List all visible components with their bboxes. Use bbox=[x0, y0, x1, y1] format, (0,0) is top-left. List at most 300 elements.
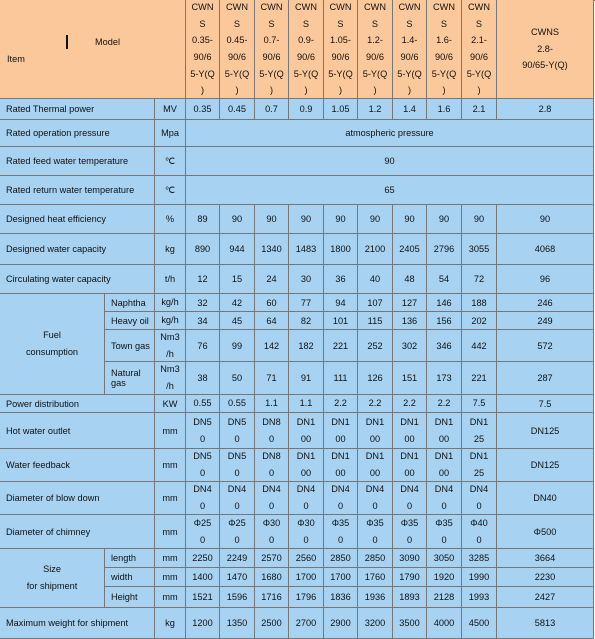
cell-line: DN1 bbox=[469, 451, 489, 462]
cell-line: DN4 bbox=[434, 484, 454, 495]
unit-label: mm bbox=[162, 425, 178, 436]
value: 90 bbox=[473, 214, 485, 224]
value: 3050 bbox=[433, 553, 455, 563]
value-cell-last bbox=[497, 449, 594, 482]
row-item-label: Designed water capacity bbox=[6, 244, 107, 254]
row-item bbox=[0, 234, 155, 265]
value-cell bbox=[289, 449, 324, 482]
row-item-label: Power distribution bbox=[6, 398, 80, 409]
value-cell bbox=[462, 265, 497, 294]
value-cell-last bbox=[497, 482, 594, 515]
value-cell bbox=[289, 294, 324, 312]
row-item-label: Rated feed water temperature bbox=[6, 156, 129, 166]
value-cell bbox=[358, 312, 393, 330]
value: 1483 bbox=[295, 244, 317, 254]
fuel-type bbox=[105, 362, 155, 395]
cell-line: Nm3 bbox=[160, 331, 180, 342]
value: 4068 bbox=[534, 244, 556, 254]
value-cell bbox=[289, 413, 324, 449]
dimension-label: Height bbox=[111, 592, 138, 602]
value: Φ500 bbox=[533, 526, 557, 537]
value-cell bbox=[186, 265, 220, 294]
value-cell bbox=[427, 449, 462, 482]
span-value: 90 bbox=[384, 156, 395, 166]
cell-line: 90/6 bbox=[262, 52, 281, 62]
value: 3664 bbox=[534, 553, 556, 563]
value-cell-last bbox=[497, 549, 594, 568]
cell-line: 0 bbox=[268, 433, 275, 444]
value: 3055 bbox=[468, 244, 490, 254]
value-cell bbox=[324, 99, 358, 120]
value-cell bbox=[462, 449, 497, 482]
size-dimension bbox=[105, 549, 155, 568]
value-cell bbox=[462, 568, 497, 587]
value-cell-last bbox=[497, 362, 594, 395]
cell-line: DN4 bbox=[227, 484, 247, 495]
value: 252 bbox=[367, 340, 383, 351]
value-cell bbox=[324, 265, 358, 294]
row-unit bbox=[155, 265, 186, 294]
row-item-label: Designed heat efficiency bbox=[6, 214, 106, 224]
cell-line: 90/6 bbox=[297, 52, 315, 62]
cell-line: /h bbox=[166, 381, 174, 391]
cell-line: 5-Y(Q bbox=[362, 68, 388, 79]
value: 346 bbox=[436, 340, 452, 351]
cell-line: Φ25 bbox=[193, 517, 212, 528]
value: 90 bbox=[404, 214, 415, 224]
cell-line: 5-Y(Q bbox=[293, 68, 319, 79]
value: 99 bbox=[231, 340, 243, 351]
cell-line: 0 bbox=[406, 501, 413, 511]
cell-line: DN4 bbox=[469, 484, 489, 495]
value-cell-last bbox=[497, 413, 594, 449]
value-cell bbox=[255, 395, 289, 413]
value: 82 bbox=[300, 315, 312, 326]
value: 115 bbox=[367, 315, 383, 326]
value-cell bbox=[393, 99, 427, 120]
value: 1.05 bbox=[331, 104, 350, 114]
value-cell bbox=[462, 587, 497, 608]
value-cell bbox=[186, 482, 220, 515]
value: 3200 bbox=[364, 618, 386, 628]
cell-line: S bbox=[268, 18, 275, 29]
value: 146 bbox=[436, 297, 452, 308]
value-cell bbox=[255, 234, 289, 265]
value-cell bbox=[220, 413, 255, 449]
cell-line: 5-Y(Q bbox=[328, 68, 353, 79]
cell-line: ) bbox=[200, 85, 205, 96]
unit-label: ℃ bbox=[164, 184, 176, 195]
value-cell bbox=[427, 205, 462, 234]
value: 1836 bbox=[330, 592, 351, 602]
row-unit bbox=[155, 413, 186, 449]
unit-label: mm bbox=[162, 460, 178, 470]
cell-line: DN1 bbox=[400, 451, 419, 462]
cell-line: 90/65-Y(Q) bbox=[522, 60, 568, 71]
cell-line: 0 bbox=[476, 501, 482, 511]
fuel-unit bbox=[155, 294, 186, 312]
value: 111 bbox=[333, 373, 348, 383]
value-cell bbox=[427, 99, 462, 120]
value: 60 bbox=[266, 297, 277, 308]
value: 249 bbox=[537, 315, 553, 326]
row-span-value bbox=[186, 176, 594, 205]
cell-line: ) bbox=[304, 85, 308, 96]
model-header-last bbox=[497, 0, 594, 99]
value-cell bbox=[427, 608, 462, 639]
cell-line: DN1 bbox=[331, 451, 350, 462]
value-cell bbox=[324, 587, 358, 608]
value-cell bbox=[358, 413, 393, 449]
value: 1.6 bbox=[437, 104, 451, 114]
value-cell-last bbox=[497, 294, 594, 312]
cell-line: consumption bbox=[25, 347, 79, 357]
value-cell bbox=[186, 234, 220, 265]
value: 2900 bbox=[330, 618, 351, 628]
value-cell bbox=[462, 312, 497, 330]
value: 1340 bbox=[261, 244, 282, 254]
value-cell bbox=[393, 449, 427, 482]
value: 2.8 bbox=[538, 104, 552, 114]
value-cell bbox=[358, 265, 393, 294]
value-cell bbox=[289, 482, 324, 515]
cell-line: CWN bbox=[191, 2, 214, 13]
row-unit bbox=[155, 176, 186, 205]
value-cell bbox=[427, 234, 462, 265]
cell-line: DN1 bbox=[296, 451, 316, 462]
span-value: atmospheric pressure bbox=[345, 128, 434, 138]
value: 1700 bbox=[295, 572, 317, 582]
value: 90 bbox=[539, 214, 551, 224]
row-item-label: Diameter of chimney bbox=[6, 526, 91, 537]
value: 45 bbox=[231, 315, 243, 326]
value-cell bbox=[393, 515, 427, 549]
cell-line: 90/6 bbox=[193, 52, 212, 62]
value: 442 bbox=[471, 340, 487, 351]
value: 64 bbox=[266, 315, 277, 326]
value: 36 bbox=[335, 274, 346, 284]
cell-line: ) bbox=[373, 85, 377, 96]
value-cell bbox=[324, 205, 358, 234]
cell-line: 90/6 bbox=[366, 52, 384, 62]
value: 287 bbox=[537, 373, 553, 383]
value-cell bbox=[358, 568, 393, 587]
fuel-type bbox=[105, 294, 155, 312]
cell-line: kg/h bbox=[161, 297, 179, 308]
cell-line: Φ35 bbox=[331, 517, 350, 528]
value-cell bbox=[220, 99, 255, 120]
value: 1400 bbox=[192, 572, 213, 582]
cell-line: DN1 bbox=[365, 451, 385, 462]
cell-line: 0 bbox=[234, 501, 240, 511]
value-cell bbox=[324, 608, 358, 639]
value-cell bbox=[427, 395, 462, 413]
cell-line: 0 bbox=[441, 501, 447, 511]
value: 76 bbox=[197, 340, 208, 351]
row-item-label: Maximum weight for shipment bbox=[6, 618, 129, 628]
value: 40 bbox=[369, 274, 381, 284]
cell-line: Φ25 bbox=[228, 517, 246, 528]
header-item-model-cell bbox=[0, 0, 186, 99]
cell-line: 0.9- bbox=[298, 35, 314, 46]
cell-line: CWN bbox=[329, 2, 352, 13]
value: 1350 bbox=[226, 618, 248, 628]
value-cell bbox=[186, 549, 220, 568]
cell-line: 90/6 bbox=[228, 52, 246, 62]
value: 221 bbox=[471, 373, 487, 383]
row-span-value bbox=[186, 120, 594, 147]
value: DN125 bbox=[530, 460, 560, 470]
value: DN40 bbox=[533, 493, 557, 503]
value: 182 bbox=[298, 340, 314, 351]
value-cell bbox=[393, 234, 427, 265]
cell-line: CWN bbox=[433, 2, 455, 13]
size-dimension bbox=[105, 568, 155, 587]
value: 1936 bbox=[364, 592, 386, 602]
cell-line: S bbox=[302, 18, 310, 29]
value: 1596 bbox=[226, 592, 248, 602]
value-cell bbox=[255, 482, 289, 515]
value: 4000 bbox=[433, 618, 455, 628]
cell-line: 0.35- bbox=[192, 35, 213, 46]
value: 5813 bbox=[534, 618, 556, 628]
value-cell bbox=[427, 568, 462, 587]
value-cell bbox=[324, 568, 358, 587]
value: 246 bbox=[537, 297, 553, 308]
cell-line: DN4 bbox=[296, 484, 316, 495]
value-cell bbox=[462, 413, 497, 449]
unit-label: mm bbox=[162, 572, 178, 582]
cell-line: 0 bbox=[303, 534, 309, 545]
value-cell bbox=[393, 312, 427, 330]
cell-line: DN1 bbox=[434, 416, 454, 427]
cell-line: S bbox=[475, 18, 483, 29]
value-cell-last bbox=[497, 515, 594, 549]
value-cell bbox=[186, 362, 220, 395]
value-cell bbox=[186, 312, 220, 330]
value-cell bbox=[462, 362, 497, 395]
value-cell bbox=[220, 608, 255, 639]
value-cell bbox=[393, 413, 427, 449]
row-item bbox=[0, 99, 155, 120]
value: 24 bbox=[266, 274, 277, 284]
value-cell bbox=[324, 362, 358, 395]
row-unit bbox=[155, 147, 186, 176]
value-cell bbox=[255, 330, 289, 362]
unit-label: mm bbox=[162, 493, 178, 503]
value-cell bbox=[393, 265, 427, 294]
cell-line: CWN bbox=[260, 2, 283, 13]
value: 1790 bbox=[399, 572, 420, 582]
cell-line: 5-Y(Q bbox=[397, 68, 422, 79]
value-cell bbox=[255, 549, 289, 568]
value-cell bbox=[393, 608, 427, 639]
value-cell bbox=[358, 99, 393, 120]
value: 1200 bbox=[192, 618, 213, 628]
cell-line: ) bbox=[442, 85, 446, 96]
size-unit bbox=[155, 549, 186, 568]
cell-line: 00 bbox=[300, 433, 312, 444]
cell-line: 0 bbox=[268, 534, 275, 545]
span-value: 65 bbox=[384, 185, 395, 195]
value-cell bbox=[462, 205, 497, 234]
row-item bbox=[0, 176, 155, 205]
value: 2.1 bbox=[472, 104, 486, 114]
value-cell bbox=[255, 205, 289, 234]
cell-line: 00 bbox=[335, 433, 346, 444]
value-cell bbox=[358, 362, 393, 395]
value-cell-last bbox=[497, 312, 594, 330]
value: 38 bbox=[197, 373, 208, 383]
value-cell bbox=[324, 312, 358, 330]
value-cell bbox=[289, 312, 324, 330]
cell-line: DN5 bbox=[227, 416, 247, 427]
row-unit bbox=[155, 482, 186, 515]
cell-line: 0 bbox=[303, 501, 309, 511]
value: 2128 bbox=[433, 592, 455, 602]
cell-line: 1.4- bbox=[401, 35, 418, 46]
cell-line: CWN bbox=[468, 2, 490, 13]
value-cell bbox=[289, 587, 324, 608]
value-cell bbox=[220, 265, 255, 294]
cell-line: 1.1 bbox=[299, 398, 313, 409]
value: 90 bbox=[369, 214, 381, 224]
unit-label: mm bbox=[162, 553, 178, 563]
value: 2250 bbox=[192, 553, 213, 563]
cell-line: 5-Y(Q bbox=[466, 68, 492, 79]
value-cell bbox=[255, 362, 289, 395]
cell-line: 00 bbox=[438, 468, 450, 478]
cell-line: for shipment bbox=[26, 581, 78, 591]
cell-line: Φ35 bbox=[400, 517, 419, 528]
row-item bbox=[0, 449, 155, 482]
size-for-shipment-label bbox=[0, 549, 105, 608]
value: 12 bbox=[197, 274, 208, 284]
cell-line: DN4 bbox=[193, 484, 212, 495]
value-cell bbox=[427, 549, 462, 568]
value: 302 bbox=[401, 340, 418, 351]
value-cell bbox=[186, 568, 220, 587]
cell-line: 0 bbox=[199, 501, 206, 511]
cell-line: 0 bbox=[234, 468, 240, 478]
cell-line: DN4 bbox=[331, 484, 350, 495]
unit-label: kg bbox=[165, 618, 175, 628]
value-cell bbox=[358, 608, 393, 639]
value: 89 bbox=[197, 214, 208, 224]
cell-line: DN5 bbox=[193, 416, 212, 427]
cell-line: 90/6 bbox=[331, 52, 350, 62]
cell-line: CWN bbox=[364, 2, 386, 13]
value: DN125 bbox=[530, 425, 560, 436]
value-cell bbox=[427, 515, 462, 549]
fuel-unit bbox=[155, 312, 186, 330]
row-item bbox=[0, 482, 155, 515]
unit-label: Mpa bbox=[161, 128, 179, 138]
value: 151 bbox=[401, 373, 418, 383]
value-cell bbox=[358, 234, 393, 265]
unit-label: ℃ bbox=[164, 155, 176, 166]
value-cell bbox=[462, 515, 497, 549]
value: 50 bbox=[231, 373, 243, 383]
cell-line: ) bbox=[269, 85, 274, 96]
value-cell bbox=[255, 294, 289, 312]
value: 127 bbox=[401, 297, 418, 308]
value: 126 bbox=[367, 373, 383, 383]
value: 90 bbox=[335, 214, 346, 224]
value: 2230 bbox=[534, 572, 556, 582]
value: 90 bbox=[231, 214, 243, 224]
cell-line: DN5 bbox=[193, 451, 212, 462]
value: 2850 bbox=[330, 553, 351, 563]
value-cell bbox=[427, 587, 462, 608]
value-cell bbox=[289, 362, 324, 395]
cell-line: 2.1- bbox=[471, 35, 487, 46]
unit-label: MV bbox=[163, 104, 177, 114]
value: 4500 bbox=[468, 618, 490, 628]
value-cell bbox=[220, 515, 255, 549]
value-cell bbox=[186, 413, 220, 449]
value-cell bbox=[186, 395, 220, 413]
cell-line: CWN bbox=[226, 2, 248, 13]
cell-line: 00 bbox=[369, 468, 381, 478]
value-cell bbox=[289, 330, 324, 362]
value: 30 bbox=[300, 274, 312, 284]
value: 1893 bbox=[399, 592, 420, 602]
cursor-mark-icon bbox=[66, 35, 68, 49]
cell-line: Fuel bbox=[43, 330, 61, 341]
row-unit bbox=[155, 395, 186, 413]
cell-line: Φ35 bbox=[435, 517, 453, 528]
model-header-8 bbox=[427, 0, 462, 99]
value: 1760 bbox=[364, 572, 386, 582]
fuel-unit bbox=[155, 330, 186, 362]
fuel-type-label: Natural gas bbox=[111, 368, 141, 388]
row-item-label: Diameter of blow down bbox=[6, 493, 100, 503]
value-cell bbox=[393, 587, 427, 608]
value-cell bbox=[324, 330, 358, 362]
value: 3500 bbox=[399, 618, 420, 628]
value-cell bbox=[427, 294, 462, 312]
cell-line: 0 bbox=[337, 534, 344, 545]
model-header-6 bbox=[358, 0, 393, 99]
value-cell-last bbox=[497, 395, 594, 413]
value-cell bbox=[324, 294, 358, 312]
cell-line: Size bbox=[43, 564, 61, 575]
model-header-3 bbox=[255, 0, 289, 99]
cell-line: 2.2 bbox=[437, 398, 451, 409]
value: 2405 bbox=[399, 244, 420, 254]
cell-line: ) bbox=[407, 85, 412, 96]
item-label: Item bbox=[7, 54, 25, 64]
cell-line: CWN bbox=[295, 2, 317, 13]
value-cell bbox=[186, 608, 220, 639]
value-cell bbox=[358, 549, 393, 568]
value-cell bbox=[289, 265, 324, 294]
value-cell bbox=[427, 362, 462, 395]
value-cell-last bbox=[497, 608, 594, 639]
cell-line: DN1 bbox=[469, 416, 489, 427]
model-header-5 bbox=[324, 0, 358, 99]
cell-line: ) bbox=[235, 85, 239, 96]
value: 34 bbox=[197, 315, 208, 326]
value-cell-last bbox=[497, 568, 594, 587]
cell-line: 90/6 bbox=[435, 52, 453, 62]
cell-line: DN5 bbox=[227, 451, 247, 462]
row-unit bbox=[155, 205, 186, 234]
value: 2249 bbox=[226, 553, 248, 563]
value: 96 bbox=[539, 274, 551, 284]
cell-line: 5-Y(Q bbox=[431, 68, 457, 79]
